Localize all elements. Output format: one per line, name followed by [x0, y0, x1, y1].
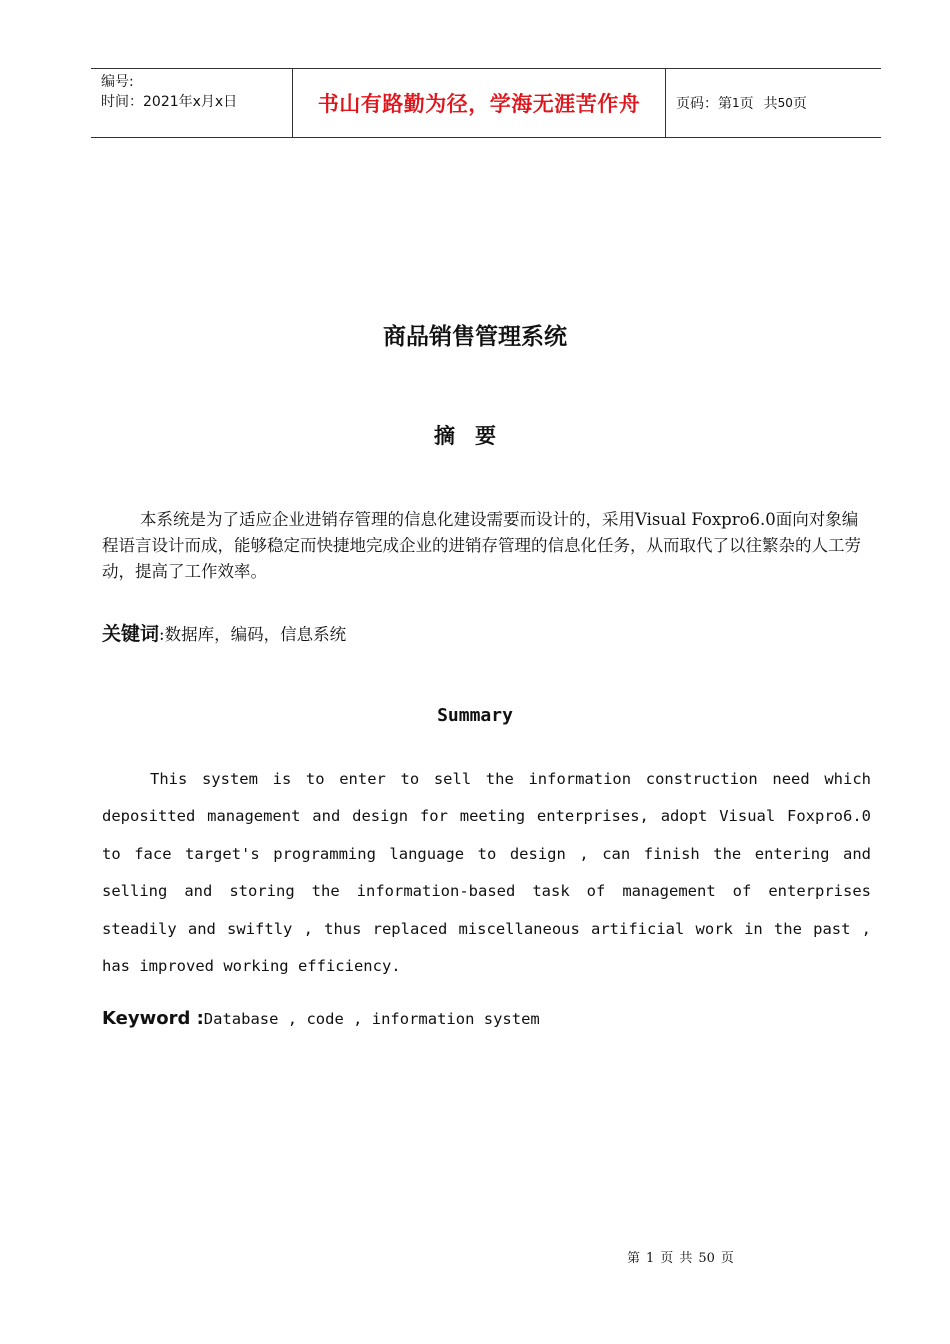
- footer-label-4: 页: [720, 1251, 734, 1266]
- page-mid: 页: [739, 96, 754, 112]
- page-suffix: 页: [792, 96, 807, 112]
- footer-label-2: 页: [660, 1251, 674, 1266]
- motto-text: 书山有路勤为径，学海无涯苦作舟: [317, 92, 641, 116]
- page-current: 1: [732, 96, 740, 110]
- abstract-cn-paragraph: 本系统是为了适应企业进销存管理的信息化建设需要而设计的，采用Visual Foxpro6.0面向对象编程语言设计而成，能够稳定而快捷地完成企业的进销存管理的信息化任务，从而取代了以往繁杂的人工劳动，提高了工作效率。: [102, 510, 861, 581]
- abstract-heading: 摘要: [434, 424, 516, 448]
- keywords-en-text: Database , code , information system: [203, 1010, 540, 1028]
- document-header-table: [91, 68, 881, 138]
- footer-page-current: 1: [646, 1251, 655, 1266]
- footer-label-3: 共: [679, 1251, 693, 1266]
- header-motto-cell: [293, 69, 666, 137]
- keywords-en: [102, 1008, 540, 1029]
- document-title: 商品销售管理系统: [383, 324, 567, 350]
- date-label: 时间：2021年x月x日: [101, 94, 238, 110]
- keywords-cn: [102, 619, 346, 646]
- abstract-en-paragraph: This system is to enter to sell the information construction need which depositted management and design for meeting enterprises, adopt Visual Foxpro6.0 to face target's programming language to design , can finish the entering and selling and storing the information-based task of management of enterprises steadily and swiftly , thus replaced miscellaneous artificial work in the past , has improved working efficiency.: [102, 770, 871, 976]
- header-meta-cell: [91, 69, 293, 137]
- keywords-en-label: Keyword :: [102, 1008, 204, 1029]
- footer-label-1: 第: [627, 1251, 641, 1266]
- page-total-prefix: 共: [763, 96, 778, 112]
- footer-page-total: 50: [698, 1251, 715, 1266]
- keywords-cn-label: 关键词: [102, 623, 160, 645]
- serial-number-label: 编号:: [101, 74, 134, 90]
- keywords-cn-text: :数据库，编码，信息系统: [159, 625, 347, 644]
- header-page-cell: [666, 69, 881, 137]
- summary-heading: Summary: [437, 705, 513, 726]
- page-footer: [627, 1247, 740, 1266]
- page-total: 50: [777, 96, 793, 110]
- page-prefix: 页码：第: [676, 96, 732, 112]
